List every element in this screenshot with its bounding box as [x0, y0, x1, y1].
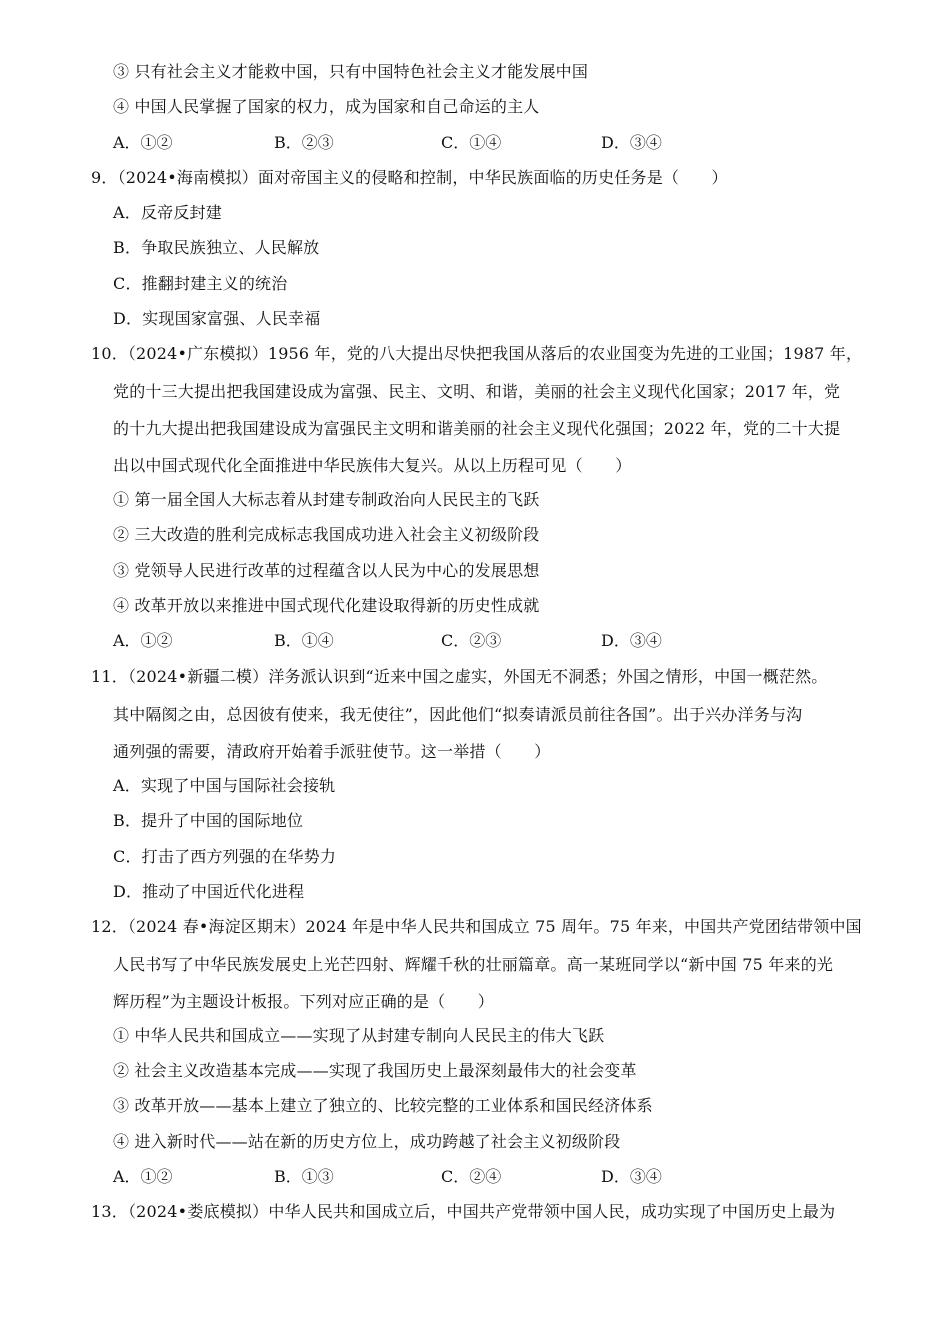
q8-option-a[interactable]: A．①②: [113, 133, 173, 152]
q8-statement-4: ④ 中国人民掌握了国家的权力，成为国家和自己命运的主人: [113, 97, 540, 116]
q11-option-d[interactable]: D．推动了中国近代化进程: [113, 882, 305, 901]
q11-stem-line-3: 通列强的需要，清政府开始着手派驻使节。这一举措（ ）: [113, 742, 551, 761]
q12-stem-line-1: 12．（2024 春•海淀区期末）2024 年是中华人民共和国成立 75 周年。75 年来，中国共产党团结带领中国: [91, 917, 862, 936]
q12-options: [113, 1167, 813, 1187]
q10-option-a[interactable]: A．①②: [113, 631, 173, 650]
q9-option-b[interactable]: B．争取民族独立、人民解放: [113, 238, 320, 257]
q10-stem-line-4: 出以中国式现代化全面推进中华民族伟大复兴。从以上历程可见（ ）: [113, 456, 632, 475]
q11-stem-line-1: 11．（2024•新疆二模）洋务派认识到“近来中国之虚实，外国无不洞悉；外国之情形，中国一概茫然。: [91, 667, 828, 686]
q12-option-b[interactable]: B．①③: [274, 1167, 334, 1186]
q10-statement-4: ④ 改革开放以来推进中国式现代化建设取得新的历史性成就: [113, 596, 540, 615]
q12-statement-4: ④ 进入新时代——站在新的历史方位上，成功跨越了社会主义初级阶段: [113, 1132, 621, 1151]
q11-option-c[interactable]: C．打击了西方列强的在华势力: [113, 847, 337, 866]
q8-statement-3: ③ 只有社会主义才能救中国，只有中国特色社会主义才能发展中国: [113, 62, 589, 81]
q10-stem-line-2: 党的十三大提出把我国建设成为富强、民主、文明、和谐，美丽的社会主义现代化国家；2017 年，党: [113, 382, 841, 401]
q12-option-d[interactable]: D．③④: [601, 1167, 662, 1186]
q9-option-c[interactable]: C．推翻封建主义的统治: [113, 274, 288, 293]
q8-option-d[interactable]: D．③④: [601, 133, 662, 152]
q12-stem-line-3: 辉历程”为主题设计板报。下列对应正确的是（ ）: [113, 992, 494, 1011]
q8-option-b[interactable]: B．②③: [274, 133, 334, 152]
q12-option-a[interactable]: A．①②: [113, 1167, 173, 1186]
q12-statement-2: ② 社会主义改造基本完成——实现了我国历史上最深刻最伟大的社会变革: [113, 1061, 637, 1080]
q10-options: [113, 631, 813, 651]
q9-option-a[interactable]: A．反帝反封建: [113, 203, 222, 222]
q11-stem-line-2: 其中隔阂之由，总因彼有使来，我无使往”，因此他们“拟奏请派员前往各国”。出于兴办洋务与沟: [113, 705, 803, 724]
q13-stem-line-1: 13．（2024•娄底模拟）中华人民共和国成立后，中国共产党带领中国人民，成功实现了中国历史上最为: [91, 1202, 836, 1221]
q11-option-a[interactable]: A．实现了中国与国际社会接轨: [113, 776, 336, 795]
q10-statement-3: ③ 党领导人民进行改革的过程蕴含以人民为中心的发展思想: [113, 561, 540, 580]
q10-stem-line-1: 10．（2024•广东模拟）1956 年，党的八大提出尽快把我国从落后的农业国变为先进的工业国；1987 年，: [91, 344, 863, 363]
q10-stem-line-3: 的十九大提出把我国建设成为富强民主文明和谐美丽的社会主义现代化强国；2022 年，党的二十大提: [113, 419, 841, 438]
q8-option-c[interactable]: C．①④: [441, 133, 502, 152]
q10-statement-2: ② 三大改造的胜利完成标志我国成功进入社会主义初级阶段: [113, 525, 540, 544]
q10-option-c[interactable]: C．②③: [441, 631, 502, 650]
q12-statement-3: ③ 改革开放——基本上建立了独立的、比较完整的工业体系和国民经济体系: [113, 1096, 653, 1115]
q9-option-d[interactable]: D．实现国家富强、人民幸福: [113, 309, 321, 328]
q12-statement-1: ① 中华人民共和国成立——实现了从封建专制向人民民主的伟大飞跃: [113, 1026, 605, 1045]
q12-stem-line-2: 人民书写了中华民族发展史上光芒四射、辉耀千秋的壮丽篇章。高一某班同学以“新中国 75 年来的光: [113, 955, 834, 974]
q8-options: [113, 133, 813, 153]
q10-option-b[interactable]: B．①④: [274, 631, 334, 650]
q9-stem: 9．（2024•海南模拟）面对帝国主义的侵略和控制，中华民族面临的历史任务是（ ）: [91, 168, 728, 187]
q10-statement-1: ① 第一届全国人大标志着从封建专制政治向人民民主的飞跃: [113, 490, 540, 509]
q10-option-d[interactable]: D．③④: [601, 631, 662, 650]
q11-option-b[interactable]: B．提升了中国的国际地位: [113, 811, 304, 830]
q12-option-c[interactable]: C．②④: [441, 1167, 502, 1186]
